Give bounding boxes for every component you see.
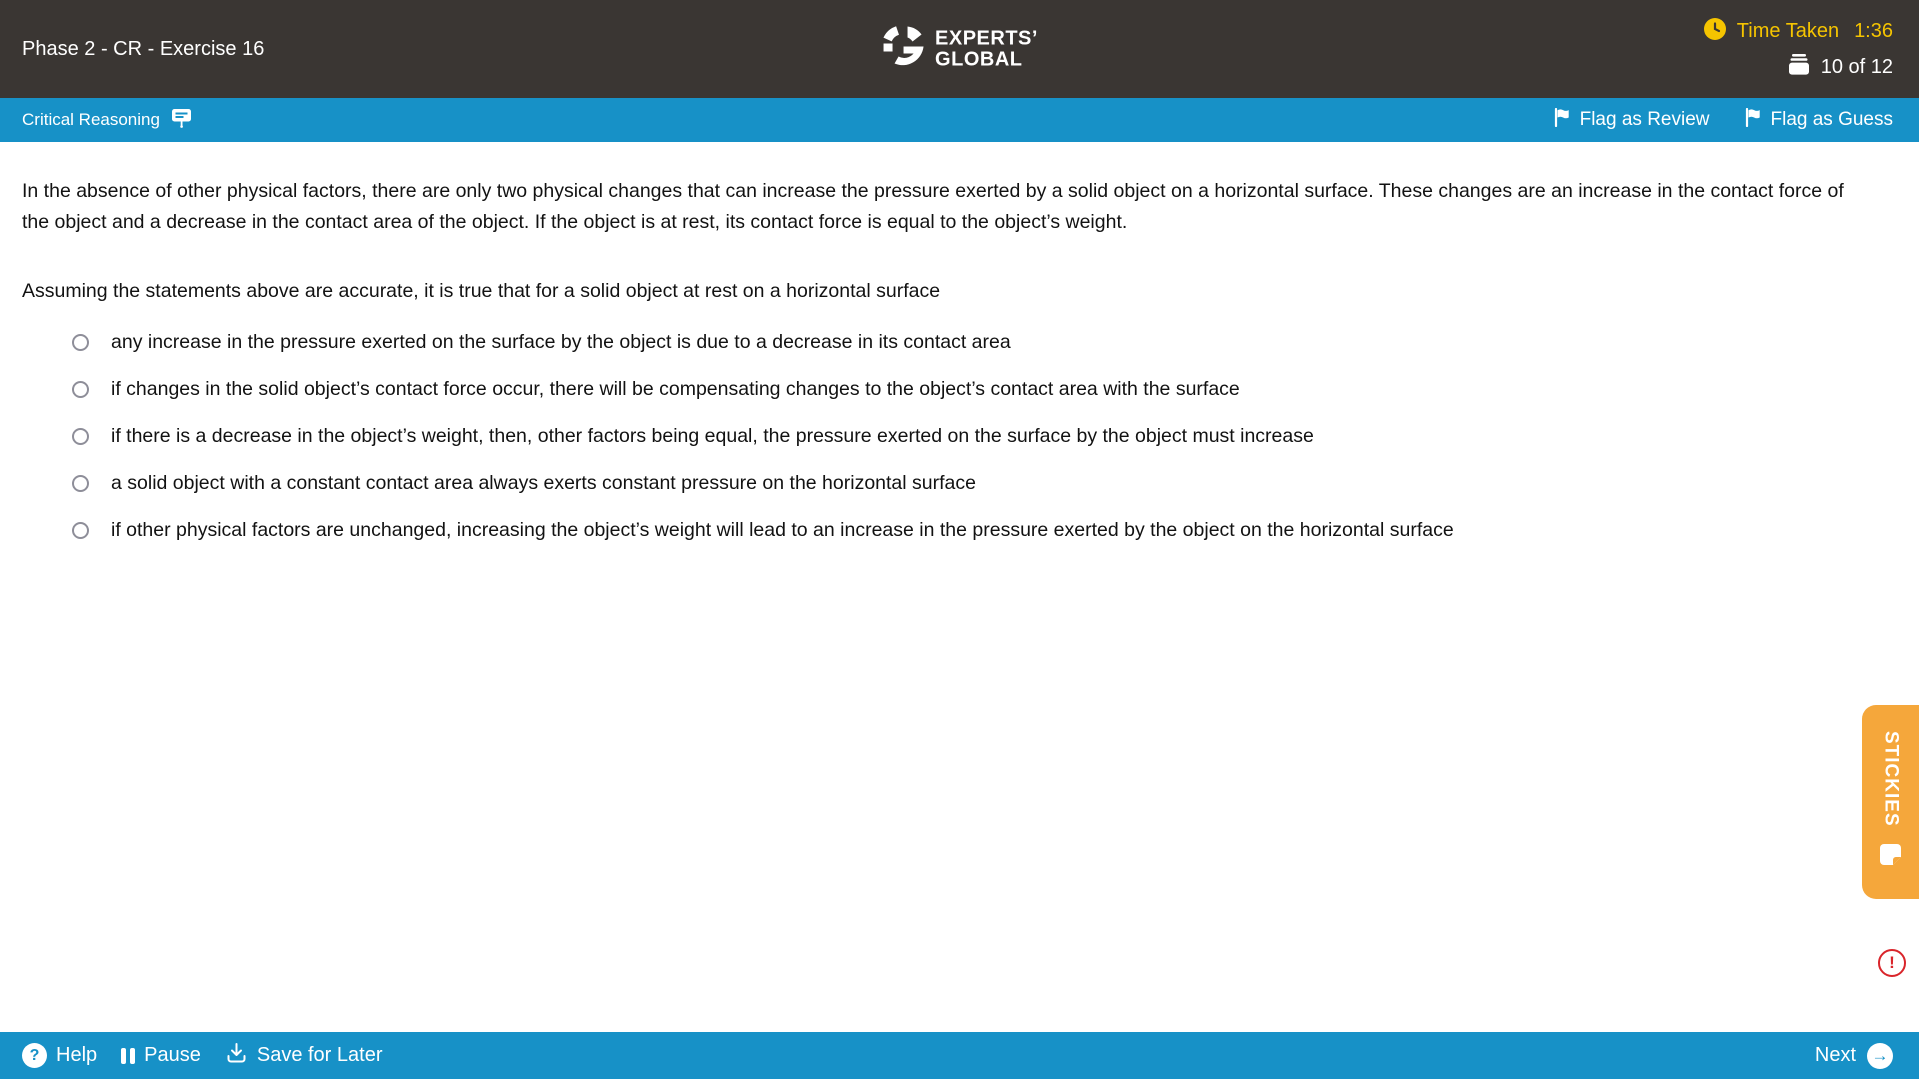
answer-option-5[interactable] [22, 507, 1874, 554]
help-label: Help [56, 1044, 98, 1066]
exclamation-glyph: ! [1889, 953, 1895, 972]
answer-option-label: any increase in the pressure exerted on the surface by the object is due to a decrease in its contact area [111, 331, 1011, 353]
answer-option-3[interactable] [22, 413, 1874, 460]
experts-global-logo-icon [881, 25, 925, 74]
logo-line1: EXPERTS’ [935, 27, 1038, 49]
pause-icon [121, 1048, 135, 1064]
experts-global-logo [881, 25, 1038, 74]
sticky-note-icon [1877, 841, 1904, 873]
flag-as-review-label: Flag as Review [1579, 109, 1710, 130]
answer-option-label: if there is a decrease in the object’s weight, then, other factors being equal, the pressure exerted on the surface by the object must increase [111, 425, 1314, 447]
logo-wordmark [935, 28, 1038, 70]
help-button[interactable] [22, 1043, 97, 1068]
next-button[interactable] [1815, 1043, 1919, 1069]
help-icon: ? [22, 1043, 47, 1068]
radio-button[interactable] [72, 381, 89, 398]
radio-button[interactable] [72, 522, 89, 539]
question-passage: In the absence of other physical factors, there are only two physical changes that can increase the pressure exerted by a solid object on a horizontal surface. These changes are an increase in the contact force of the object and a decrease in the contact area of the object. If the object is at rest, its contact force is equal to the object’s weight. [22, 180, 1844, 233]
clock-icon [1704, 18, 1726, 46]
header-status [1704, 18, 1919, 81]
footer-actions [0, 1041, 382, 1070]
flag-as-review-button[interactable] [1553, 108, 1710, 133]
radio-button[interactable] [72, 334, 89, 351]
save-for-later-button[interactable] [225, 1041, 383, 1070]
next-label: Next [1814, 1044, 1856, 1066]
report-issue-icon[interactable] [1878, 949, 1906, 977]
stickies-tab[interactable] [1862, 705, 1919, 899]
answer-option-label: if changes in the solid object’s contact force occur, there will be compensating changes to the object’s contact area with the surface [111, 378, 1240, 400]
answer-option-label: a solid object with a constant contact area always exerts constant pressure on the horizontal surface [111, 472, 976, 494]
footer-bar [0, 1032, 1919, 1079]
flag-as-guess-label: Flag as Guess [1770, 109, 1893, 130]
flag-icon [1744, 108, 1762, 133]
flag-controls [1553, 108, 1919, 133]
whiteboard-icon[interactable] [171, 107, 192, 133]
time-taken [1704, 18, 1893, 46]
radio-button[interactable] [72, 475, 89, 492]
time-taken-label: Time Taken [1736, 20, 1840, 42]
header-bar [0, 0, 1919, 98]
flag-as-guess-button[interactable] [1744, 108, 1894, 133]
stickies-label: STICKIES [1880, 730, 1902, 827]
progress-text: 10 of 12 [1820, 55, 1893, 78]
answer-option-4[interactable] [22, 460, 1874, 507]
question-area [0, 142, 1919, 1032]
save-for-later-label: Save for Later [256, 1044, 383, 1066]
stack-icon [1788, 54, 1810, 81]
time-taken-value: 1:36 [1854, 20, 1893, 42]
flag-icon [1553, 108, 1571, 133]
answer-options [22, 319, 1874, 554]
section-label: Critical Reasoning [22, 110, 160, 129]
section-info [0, 107, 192, 133]
answer-option-1[interactable] [22, 319, 1874, 366]
arrow-right-icon: → [1867, 1043, 1893, 1069]
question-stem: Assuming the statements above are accurate, it is true that for a solid object at rest on a horizontal surface [22, 280, 941, 302]
exercise-title: Phase 2 - CR - Exercise 16 [22, 37, 265, 60]
answer-option-label: if other physical factors are unchanged, increasing the object’s weight will lead to an increase in the pressure exerted by the object on the horizontal surface [111, 519, 1454, 541]
answer-option-2[interactable] [22, 366, 1874, 413]
question-progress [1788, 54, 1893, 81]
radio-button[interactable] [72, 428, 89, 445]
logo-line2: GLOBAL [935, 48, 1023, 70]
download-icon [225, 1041, 248, 1070]
pause-button[interactable] [121, 1044, 201, 1067]
pause-label: Pause [144, 1044, 201, 1066]
section-bar [0, 98, 1919, 142]
